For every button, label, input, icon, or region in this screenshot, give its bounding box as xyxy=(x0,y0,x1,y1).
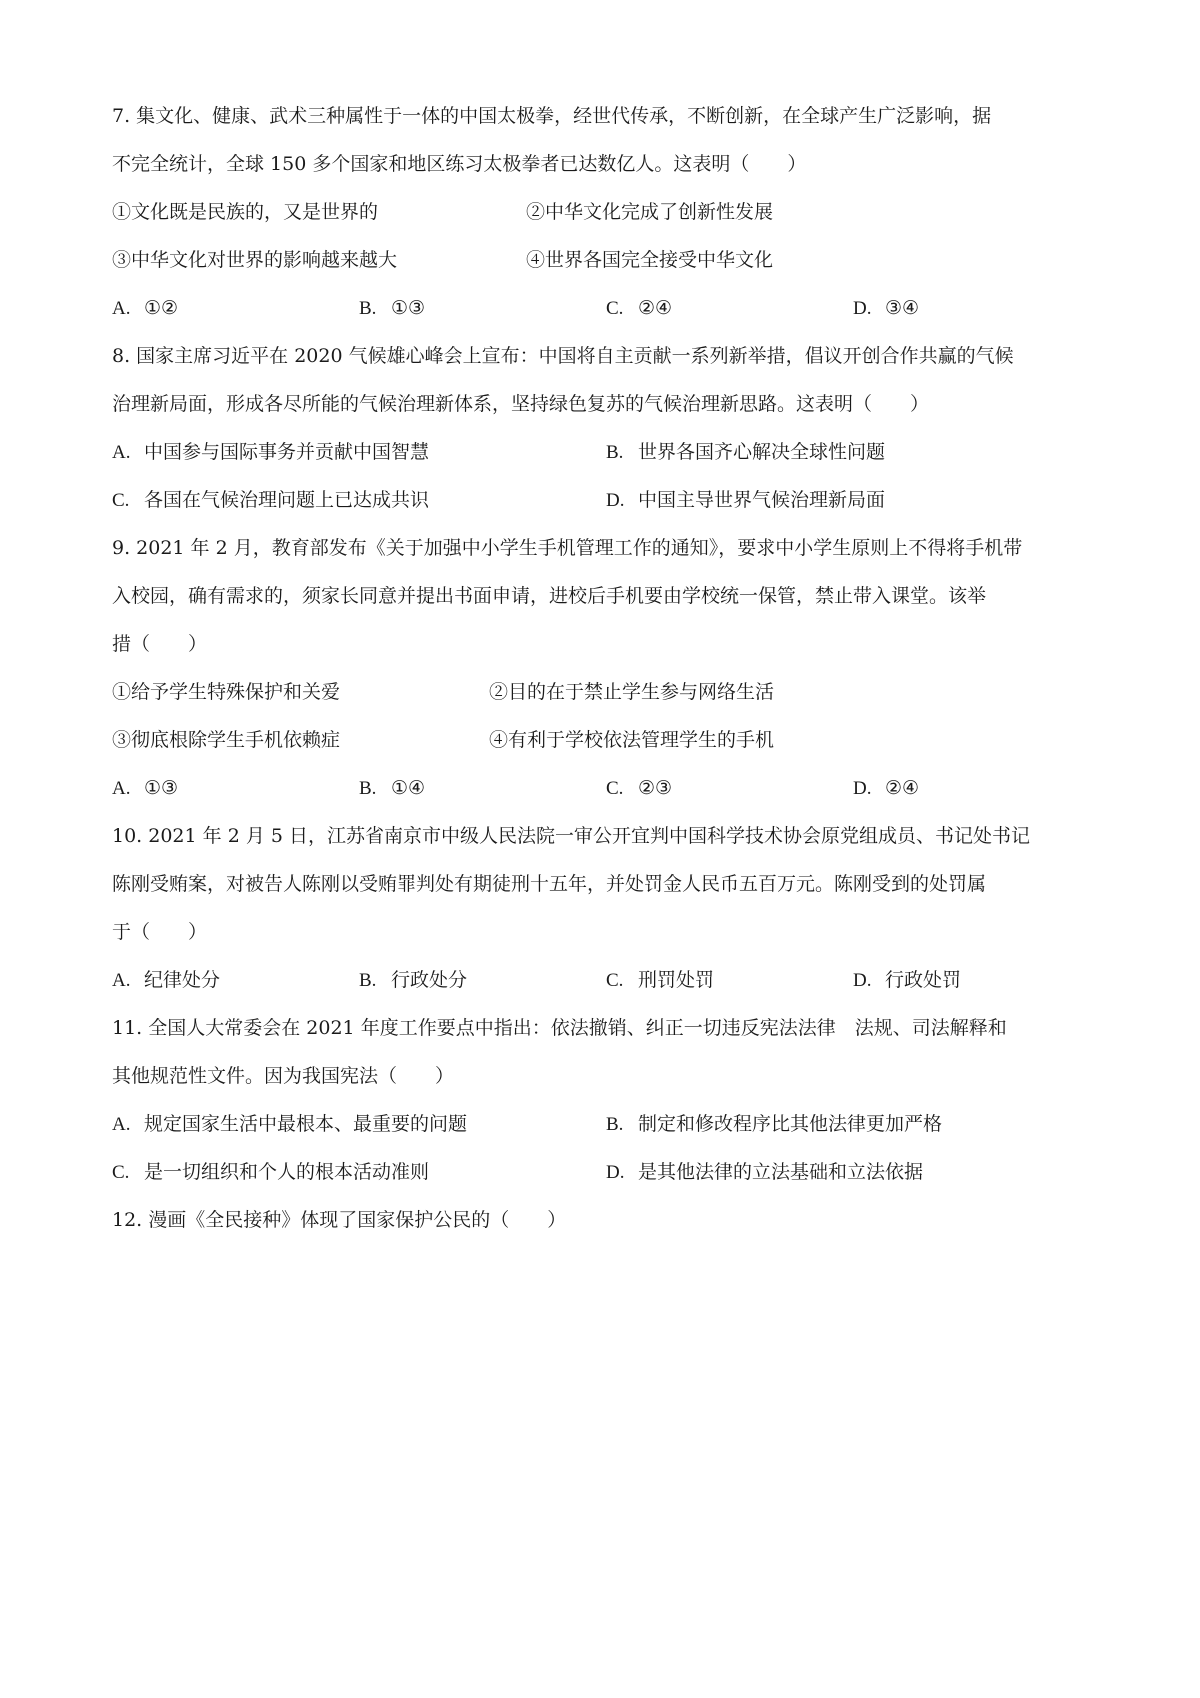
option-letter: A. xyxy=(112,442,131,463)
option-letter: D. xyxy=(606,1162,625,1183)
question-stem-line: 9. 2021 年 2 月，教育部发布《关于加强中小学生手机管理工作的通知》，要求中小学生原则上不得将手机带 xyxy=(112,537,1023,559)
option-letter: A. xyxy=(112,970,131,991)
option-text: 中国参与国际事务并贡献中国智慧 xyxy=(144,441,430,463)
option-text: 世界各国齐心解决全球性问题 xyxy=(638,441,886,463)
question-10 xyxy=(112,812,1088,1004)
question-stem-line: 治理新局面，形成各尽所能的气候治理新体系，坚持绿色复苏的气候治理新思路。这表明（ ） xyxy=(112,393,930,415)
question-stem-line: 入校园，确有需求的，须家长同意并提出书面申请，进校后手机要由学校统一保管，禁止带入课堂。该举 xyxy=(112,585,987,607)
statement: ②目的在于禁止学生参与网络生活 xyxy=(489,681,775,703)
statement: ②中华文化完成了创新性发展 xyxy=(526,201,774,223)
option-d[interactable] xyxy=(853,764,1100,812)
statement: ③彻底根除学生手机依赖症 xyxy=(112,729,341,751)
option-a[interactable] xyxy=(112,284,359,332)
option-b[interactable] xyxy=(359,764,606,812)
question-stem-line: 于（ ） xyxy=(112,921,208,943)
option-c[interactable] xyxy=(112,476,606,524)
option-letter: D. xyxy=(853,970,872,991)
option-text: 规定国家生活中最根本、最重要的问题 xyxy=(144,1113,468,1135)
option-row xyxy=(112,476,1088,524)
question-stem-line: 不完全统计，全球 150 多个国家和地区练习太极拳者已达数亿人。这表明（ ） xyxy=(112,153,807,175)
option-letter: A. xyxy=(112,298,131,319)
option-c[interactable] xyxy=(606,284,853,332)
question-stem-line: 8. 国家主席习近平在 2020 气候雄心峰会上宣布：中国将自主贡献一系列新举措，倡议开创合作共赢的气候 xyxy=(112,345,1014,367)
question-stem-line: 7. 集文化、健康、武术三种属性于一体的中国太极拳，经世代传承，不断创新，在全球产生广泛影响，据 xyxy=(112,105,992,127)
option-row xyxy=(112,764,1088,812)
option-row xyxy=(112,956,1088,1004)
option-letter: D. xyxy=(606,490,625,511)
statement: ④世界各国完全接受中华文化 xyxy=(526,249,774,271)
option-text: ②④ xyxy=(638,297,673,319)
option-row xyxy=(112,284,1088,332)
option-letter: A. xyxy=(112,778,131,799)
question-9 xyxy=(112,524,1088,812)
option-a[interactable] xyxy=(112,764,359,812)
option-a[interactable] xyxy=(112,428,606,476)
question-stem-line: 10. 2021 年 2 月 5 日，江苏省南京市中级人民法院一审公开宜判中国科学技术协会原党组成员、书记处书记 xyxy=(112,825,1030,847)
option-row xyxy=(112,1148,1088,1196)
option-a[interactable] xyxy=(112,1100,606,1148)
option-text: ①③ xyxy=(391,297,426,319)
question-stem-line: 措（ ） xyxy=(112,633,208,655)
option-letter: C. xyxy=(112,490,130,511)
statement: ①给予学生特殊保护和关爱 xyxy=(112,681,341,703)
question-11 xyxy=(112,1004,1088,1196)
option-b[interactable] xyxy=(359,956,606,1004)
question-stem-line: 陈刚受贿案，对被告人陈刚以受贿罪判处有期徒刑十五年，并处罚金人民币五百万元。陈刚受到的处罚属 xyxy=(112,873,987,895)
option-b[interactable] xyxy=(359,284,606,332)
option-text: ②③ xyxy=(638,777,673,799)
option-text: ①④ xyxy=(391,777,426,799)
statement-row xyxy=(112,668,1088,716)
question-8 xyxy=(112,332,1088,524)
option-letter: C. xyxy=(606,778,624,799)
option-text: 是其他法律的立法基础和立法依据 xyxy=(638,1161,924,1183)
option-d[interactable] xyxy=(853,956,1100,1004)
option-text: 行政处分 xyxy=(391,969,468,991)
statement-row xyxy=(112,716,1088,764)
option-letter: B. xyxy=(359,970,377,991)
option-text: ①③ xyxy=(144,777,179,799)
option-text: 刑罚处罚 xyxy=(638,969,715,991)
option-c[interactable] xyxy=(606,956,853,1004)
option-row xyxy=(112,428,1088,476)
statement: ③中华文化对世界的影响越来越大 xyxy=(112,249,398,271)
statement: ①文化既是民族的，又是世界的 xyxy=(112,201,379,223)
option-text: 行政处罚 xyxy=(885,969,962,991)
option-c[interactable] xyxy=(606,764,853,812)
option-letter: B. xyxy=(359,778,377,799)
option-text: 制定和修改程序比其他法律更加严格 xyxy=(638,1113,943,1135)
option-letter: B. xyxy=(606,1114,624,1135)
option-text: 各国在气候治理问题上已达成共识 xyxy=(144,489,430,511)
option-d[interactable] xyxy=(853,284,1100,332)
option-letter: C. xyxy=(112,1162,130,1183)
option-text: 纪律处分 xyxy=(144,969,221,991)
option-letter: C. xyxy=(606,970,624,991)
question-12 xyxy=(112,1196,1088,1244)
option-letter: D. xyxy=(853,298,872,319)
option-letter: B. xyxy=(359,298,377,319)
option-text: ①② xyxy=(144,297,179,319)
option-text: 中国主导世界气候治理新局面 xyxy=(638,489,886,511)
question-stem-line: 11. 全国人大常委会在 2021 年度工作要点中指出：依法撤销、纠正一切违反宪法法律 法规、司法解释和 xyxy=(112,1017,1007,1039)
option-text: 是一切组织和个人的根本活动准则 xyxy=(144,1161,430,1183)
option-row xyxy=(112,1100,1088,1148)
option-text: ③④ xyxy=(885,297,920,319)
option-letter: D. xyxy=(853,778,872,799)
question-7 xyxy=(112,92,1088,332)
option-a[interactable] xyxy=(112,956,359,1004)
option-letter: A. xyxy=(112,1114,131,1135)
option-b[interactable] xyxy=(606,428,1100,476)
option-text: ②④ xyxy=(885,777,920,799)
option-letter: C. xyxy=(606,298,624,319)
statement-row xyxy=(112,236,1088,284)
option-b[interactable] xyxy=(606,1100,1100,1148)
option-d[interactable] xyxy=(606,476,1100,524)
statement: ④有利于学校依法管理学生的手机 xyxy=(489,729,775,751)
option-letter: B. xyxy=(606,442,624,463)
option-c[interactable] xyxy=(112,1148,606,1196)
question-stem-line: 其他规范性文件。因为我国宪法（ ） xyxy=(112,1065,455,1087)
statement-row xyxy=(112,188,1088,236)
option-d[interactable] xyxy=(606,1148,1100,1196)
question-stem-line: 12. 漫画《全民接种》体现了国家保护公民的（ ） xyxy=(112,1209,567,1231)
